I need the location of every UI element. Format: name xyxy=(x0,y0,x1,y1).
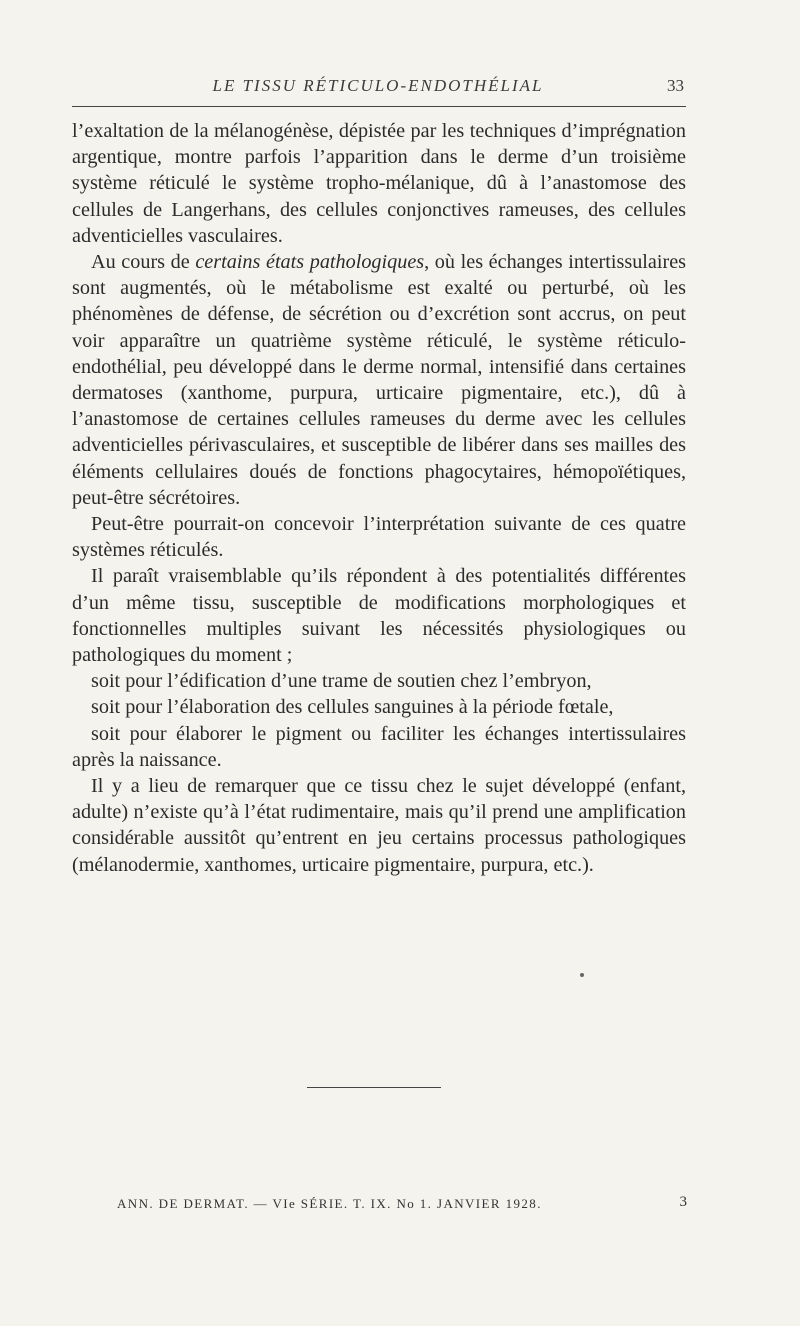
paragraph-2-italic: certains états pathologiques xyxy=(195,251,425,274)
footer-sheet-number: 3 xyxy=(679,1194,687,1210)
running-title: LE TISSU RÉTICULO-ENDOTHÉLIAL xyxy=(212,76,544,95)
footer-journal-line: ANN. DE DERMAT. — VIe SÉRIE. T. IX. No 1. JANVIER 1928. xyxy=(117,1196,542,1211)
section-end-rule xyxy=(307,1087,441,1088)
footer xyxy=(117,1196,687,1216)
running-head xyxy=(72,76,684,98)
paragraph-7: soit pour élaborer le pigment ou faciliter les échanges intertissulaires après la naissance. xyxy=(72,722,686,771)
paragraph-3: Peut-être pourrait-on concevoir l’interprétation suivante de ces quatre systèmes réticulés. xyxy=(72,513,686,562)
body-text xyxy=(72,118,686,878)
paragraph-5: soit pour l’édification d’une trame de soutien chez l’embryon, xyxy=(91,670,592,693)
ink-speck xyxy=(580,973,584,977)
paragraph-4: Il paraît vraisemblable qu’ils répondent à des potentialités différentes d’un même tissu, susceptible de modifications morphologiques et fonctionnelles multiples suivant les nécessités physiologiques ou pathologiques du moment ; xyxy=(72,565,686,667)
paragraph-1: l’exaltation de la mélanogénèse, dépistée par les techniques d’imprégnation argentique, montre parfois l’apparition dans le derme d’un troisième système réticulé le système tropho-mélanique, dû à l’anastomose des cellules de Langerhans, des cellules conjonctives rameuses, des cellules adventicielles vasculaires. xyxy=(72,120,686,247)
header-rule xyxy=(72,106,686,107)
paragraph-6: soit pour l’élaboration des cellules sanguines à la période fœtale, xyxy=(91,696,614,719)
page-number: 33 xyxy=(667,76,684,95)
paragraph-2-rest: , où les échanges intertissulaires sont augmentés, où le métabolisme est exalté ou perturbé, où les phénomènes de défense, de sécrétion ou d’excrétion sont accrus, on peut voir apparaître un quatrième système réticulé, le système réticulo-endothélial, peu développé dans le derme normal, intensifié dans certaines dermatoses (xanthome, purpura, urticaire pigmentaire, etc.), dû à l’anastomose de certaines cellules rameuses du derme avec les cellules adventicielles périvasculaires, et susceptible de libérer dans ses mailles des éléments cellulaires doués de fonctions phagocytaires, hémopoïétiques, peut-être sécrétoires. xyxy=(72,251,687,509)
paragraph-2 xyxy=(72,249,686,511)
paragraph-2-start: Au cours de xyxy=(91,251,196,274)
paragraph-8: Il y a lieu de remarquer que ce tissu chez le sujet développé (enfant, adulte) n’existe qu’à l’état rudimentaire, mais qu’il prend une amplification considérable aussitôt qu’entrent en jeu certains processus pathologiques (mélanodermie, xanthomes, urticaire pigmentaire, purpura, etc.). xyxy=(72,775,686,876)
